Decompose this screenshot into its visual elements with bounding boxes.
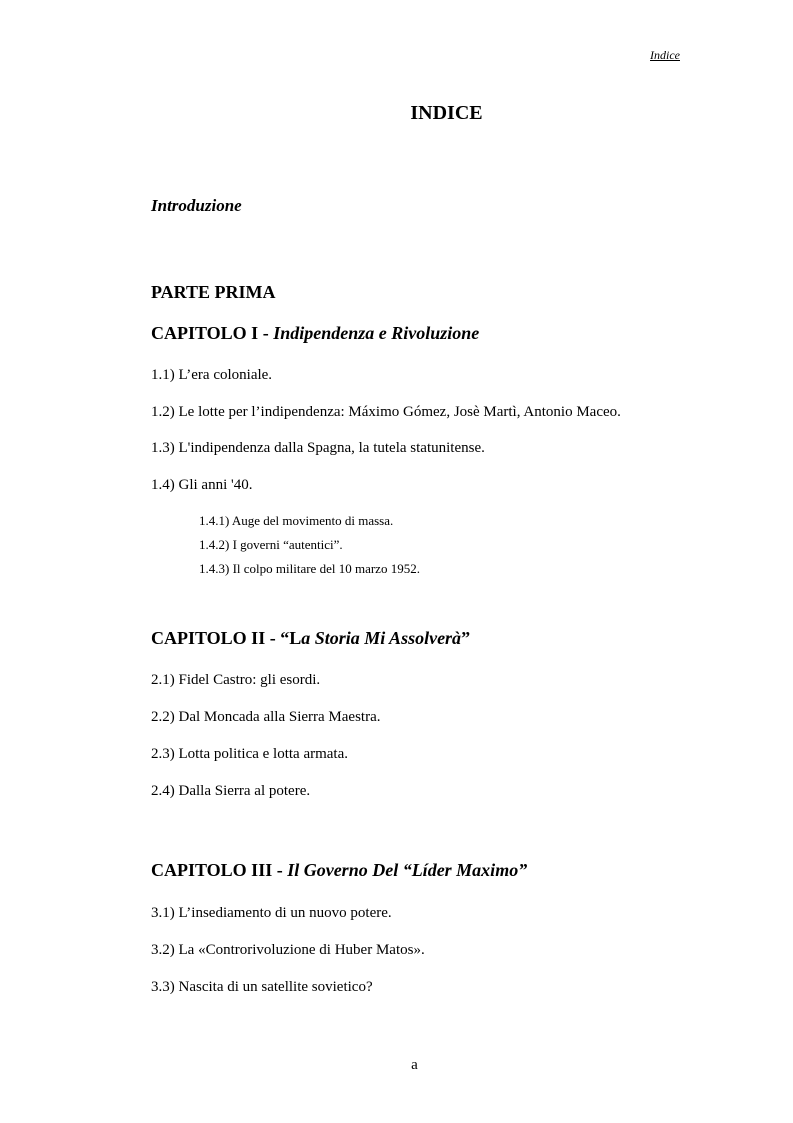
toc-chapter-2-heading [151, 628, 470, 649]
chapter-close-quote: ” [461, 628, 471, 648]
toc-entry: 2.3) Lotta politica e lotta armata. [151, 746, 349, 762]
toc-entry: 2.1) Fidel Castro: gli esordi. [151, 672, 321, 688]
toc-subentry: 1.4.1) Auge del movimento di massa. [199, 513, 394, 528]
toc-entry: 1.2) Le lotte per l’indipendenza: Máximo Gómez, Josè Martì, Antonio Maceo. [151, 404, 621, 420]
chapter-subtitle: Indipendenza e Rivoluzione [273, 323, 480, 343]
toc-entry: 3.1) L’insediamento di un nuovo potere. [151, 905, 392, 921]
toc-entry: 1.4) Gli anni '40. [151, 477, 253, 493]
page-title: INDICE [410, 102, 483, 124]
toc-entry: 1.1) L’era coloniale. [151, 367, 273, 383]
chapter-label: CAPITOLO III - [151, 860, 288, 880]
toc-entry: 2.2) Dal Moncada alla Sierra Maestra. [151, 709, 381, 725]
toc-entry: 1.3) L'indipendenza dalla Spagna, la tutela statunitense. [151, 440, 485, 456]
page-number: a [411, 1057, 418, 1073]
toc-entry: 3.3) Nascita di un satellite sovietico? [151, 979, 373, 995]
toc-chapter-1-heading [151, 323, 479, 344]
toc-subentry: 1.4.3) Il colpo militare del 10 marzo 1952. [199, 561, 420, 576]
toc-introduction: Introduzione [151, 196, 242, 215]
toc-chapter-3-heading [151, 860, 527, 881]
chapter-label: CAPITOLO II - “L [151, 628, 302, 648]
toc-subentry: 1.4.2) I governi “autentici”. [199, 537, 343, 552]
chapter-subtitle: Il Governo Del “Líder Maximo” [287, 860, 528, 880]
toc-entry: 3.2) La «Controrivoluzione di Huber Matos». [151, 942, 425, 958]
running-header: Indice [650, 48, 680, 62]
chapter-subtitle: a Storia Mi Assolverà [301, 628, 462, 648]
chapter-label: CAPITOLO I - [151, 323, 274, 343]
toc-part-heading: PARTE PRIMA [151, 282, 276, 302]
toc-entry: 2.4) Dalla Sierra al potere. [151, 783, 311, 799]
